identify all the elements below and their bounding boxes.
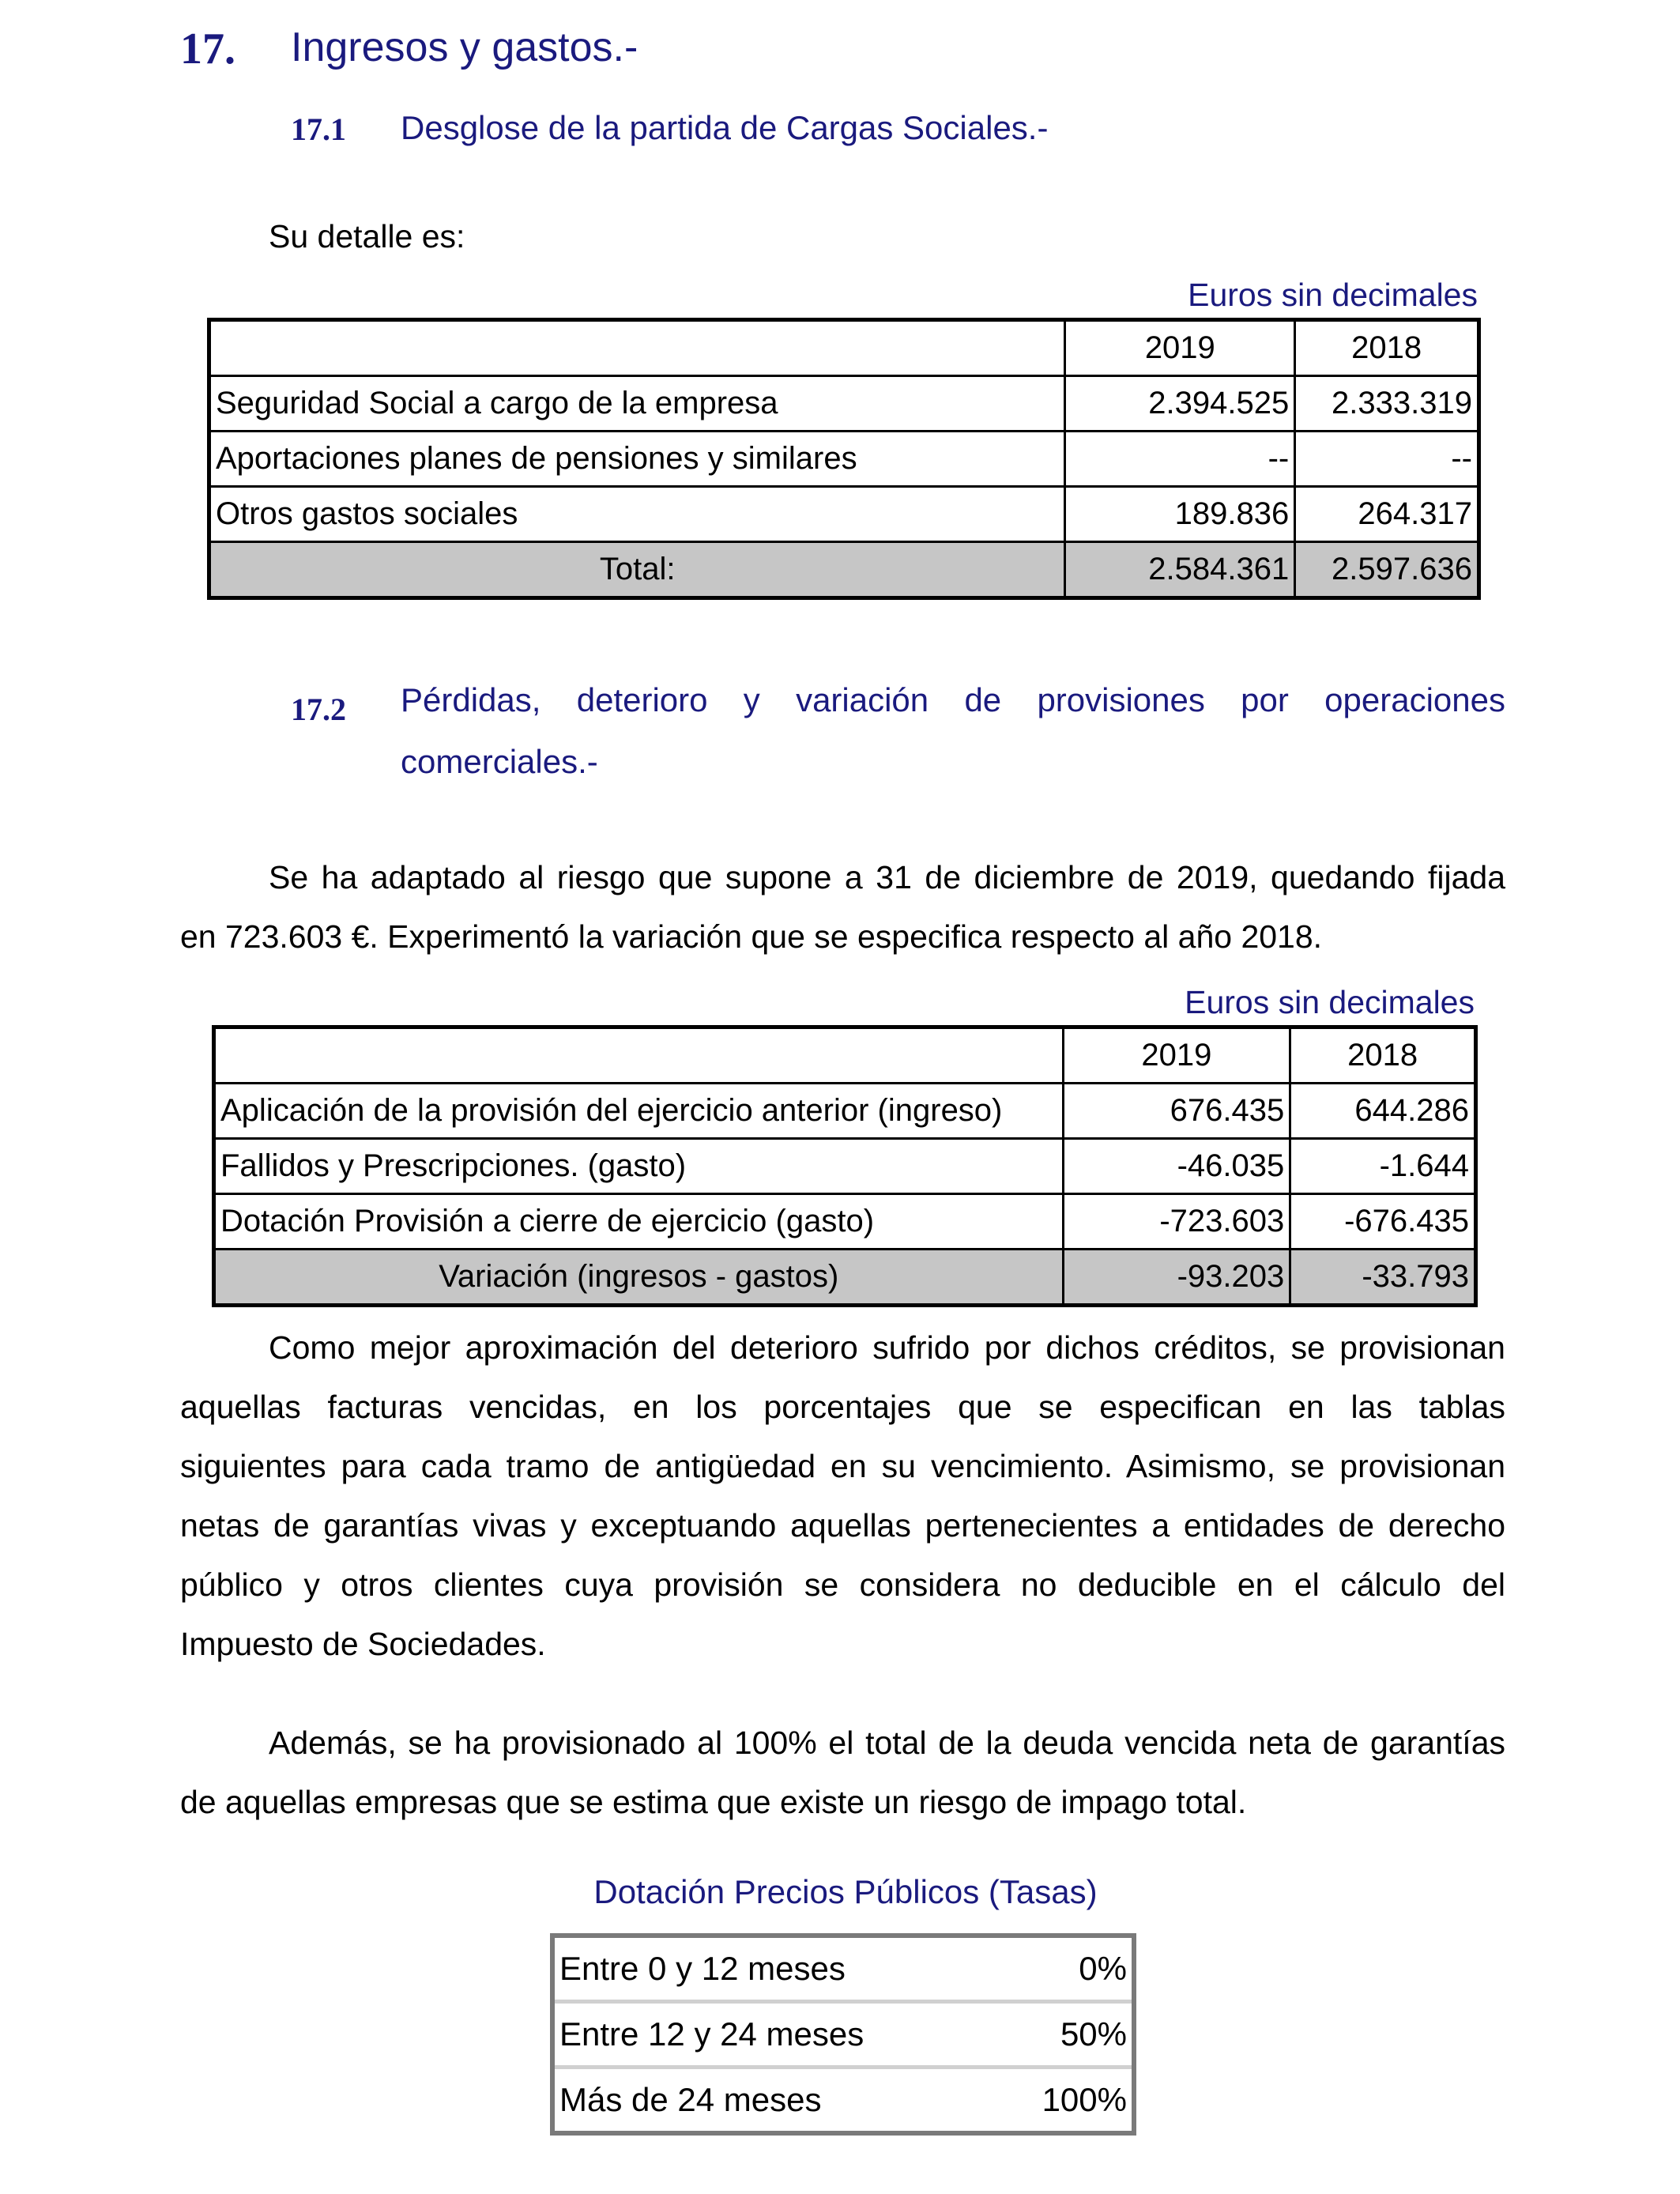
row-value-2019: --	[1065, 432, 1295, 487]
table-total-row	[209, 542, 1479, 598]
header-year-2018: 2018	[1290, 1027, 1476, 1084]
table-row	[214, 1139, 1476, 1194]
paragraph-line: Como mejor aproximación del deterioro sufrido por dichos créditos, se provisionan	[269, 1329, 1505, 1366]
total-label: Total:	[209, 542, 1065, 598]
paragraph-line: netas de garantías vivas y exceptuando aquellas pertenecientes a entidades de derecho	[180, 1507, 1505, 1544]
row-percentage: 0%	[1079, 1950, 1127, 1987]
row-value-2018: 264.317	[1295, 487, 1479, 542]
table-row	[209, 376, 1479, 432]
row-label: Entre 12 y 24 meses	[552, 2002, 998, 2068]
subsection-title-17-2-line1: Pérdidas, deterioro y variación de provisiones por operaciones	[401, 681, 1505, 718]
table-row	[214, 1084, 1476, 1139]
paragraph-line: siguientes para cada tramo de antigüedad en su vencimiento. Asimismo, se provisionan	[180, 1448, 1505, 1484]
paragraph-line: Además, se ha provisionado al 100% el total de la deuda vencida neta de garantías	[269, 1725, 1505, 1761]
paragraph-line: de aquellas empresas que se estima que existe un riesgo de impago total.	[180, 1784, 1247, 1820]
total-label: Variación (ingresos - gastos)	[214, 1250, 1064, 1306]
cargas-sociales-table	[207, 318, 1481, 600]
row-label: Entre 0 y 12 meses	[559, 1950, 846, 1987]
total-value-2018: -33.793	[1290, 1250, 1476, 1306]
row-label: Otros gastos sociales	[209, 487, 1065, 542]
tasas-title: Dotación Precios Públicos (Tasas)	[593, 1873, 1098, 1910]
paragraph-line: Se ha adaptado al riesgo que supone a 31 de diciembre de 2019, quedando fijada	[269, 859, 1505, 895]
paragraph-line: en 723.603 €. Experimentó la variación que se especifica respecto al año 2018.	[180, 918, 1323, 955]
paragraph-line: público y otros clientes cuya provisión se considera no deducible en el cálculo del	[180, 1566, 1505, 1603]
total-value-2018: 2.597.636	[1295, 542, 1479, 598]
row-value-2019: 2.394.525	[1065, 376, 1295, 432]
section-title: Ingresos y gastos.-	[291, 25, 638, 70]
row-label: Aportaciones planes de pensiones y similares	[209, 432, 1065, 487]
table-header-row	[209, 320, 1479, 376]
total-value-2019: -93.203	[1063, 1250, 1290, 1306]
header-year-2019: 2019	[1063, 1027, 1290, 1084]
row-value-2018: 2.333.319	[1295, 376, 1479, 432]
row-label: Más de 24 meses	[552, 2068, 998, 2134]
table-row	[552, 2068, 1134, 2134]
subsection-title-17-1: Desglose de la partida de Cargas Sociales.-	[401, 109, 1049, 146]
row-label: Aplicación de la provisión del ejercicio anterior (ingreso)	[214, 1084, 1064, 1139]
table-header-row	[214, 1027, 1476, 1084]
tasas-table	[550, 1933, 1136, 2136]
row-label: Seguridad Social a cargo de la empresa	[209, 376, 1065, 432]
subsection-title-17-2-line2: comerciales.-	[401, 743, 598, 780]
row-value-2018: -676.435	[1290, 1194, 1476, 1250]
row-value-2018: 644.286	[1290, 1084, 1476, 1139]
paragraph-line: aquellas facturas vencidas, en los porcentajes que se especifican en las tablas	[180, 1389, 1505, 1425]
row-value-2019: -46.035	[1063, 1139, 1290, 1194]
subsection-number-17-2: 17.2	[291, 692, 346, 727]
row-value-2018: -1.644	[1290, 1139, 1476, 1194]
paragraph-line: Impuesto de Sociedades.	[180, 1626, 546, 1662]
row-value-2019: -723.603	[1063, 1194, 1290, 1250]
row-label: Fallidos y Prescripciones. (gasto)	[214, 1139, 1064, 1194]
table-row	[209, 432, 1479, 487]
row-percentage: 100%	[998, 2068, 1134, 2134]
table-row	[214, 1194, 1476, 1250]
table-row	[552, 1936, 1134, 2002]
header-empty-cell	[209, 320, 1065, 376]
table-total-row	[214, 1250, 1476, 1306]
provisiones-table	[212, 1025, 1478, 1307]
row-label: Dotación Provisión a cierre de ejercicio (gasto)	[214, 1194, 1064, 1250]
table-row	[209, 487, 1479, 542]
total-value-2019: 2.584.361	[1065, 542, 1295, 598]
row-value-2019: 189.836	[1065, 487, 1295, 542]
table2-caption: Euros sin decimales	[1185, 984, 1475, 1020]
table1-caption: Euros sin decimales	[1188, 277, 1478, 313]
row-value-2018: --	[1295, 432, 1479, 487]
header-year-2018: 2018	[1295, 320, 1479, 376]
header-empty-cell	[214, 1027, 1064, 1084]
table-row	[552, 2002, 1134, 2068]
row-percentage: 50%	[998, 2002, 1134, 2068]
section-number: 17.	[180, 25, 235, 74]
header-year-2019: 2019	[1065, 320, 1295, 376]
detail-intro: Su detalle es:	[269, 218, 465, 254]
row-value-2019: 676.435	[1063, 1084, 1290, 1139]
subsection-number-17-1: 17.1	[291, 111, 346, 147]
